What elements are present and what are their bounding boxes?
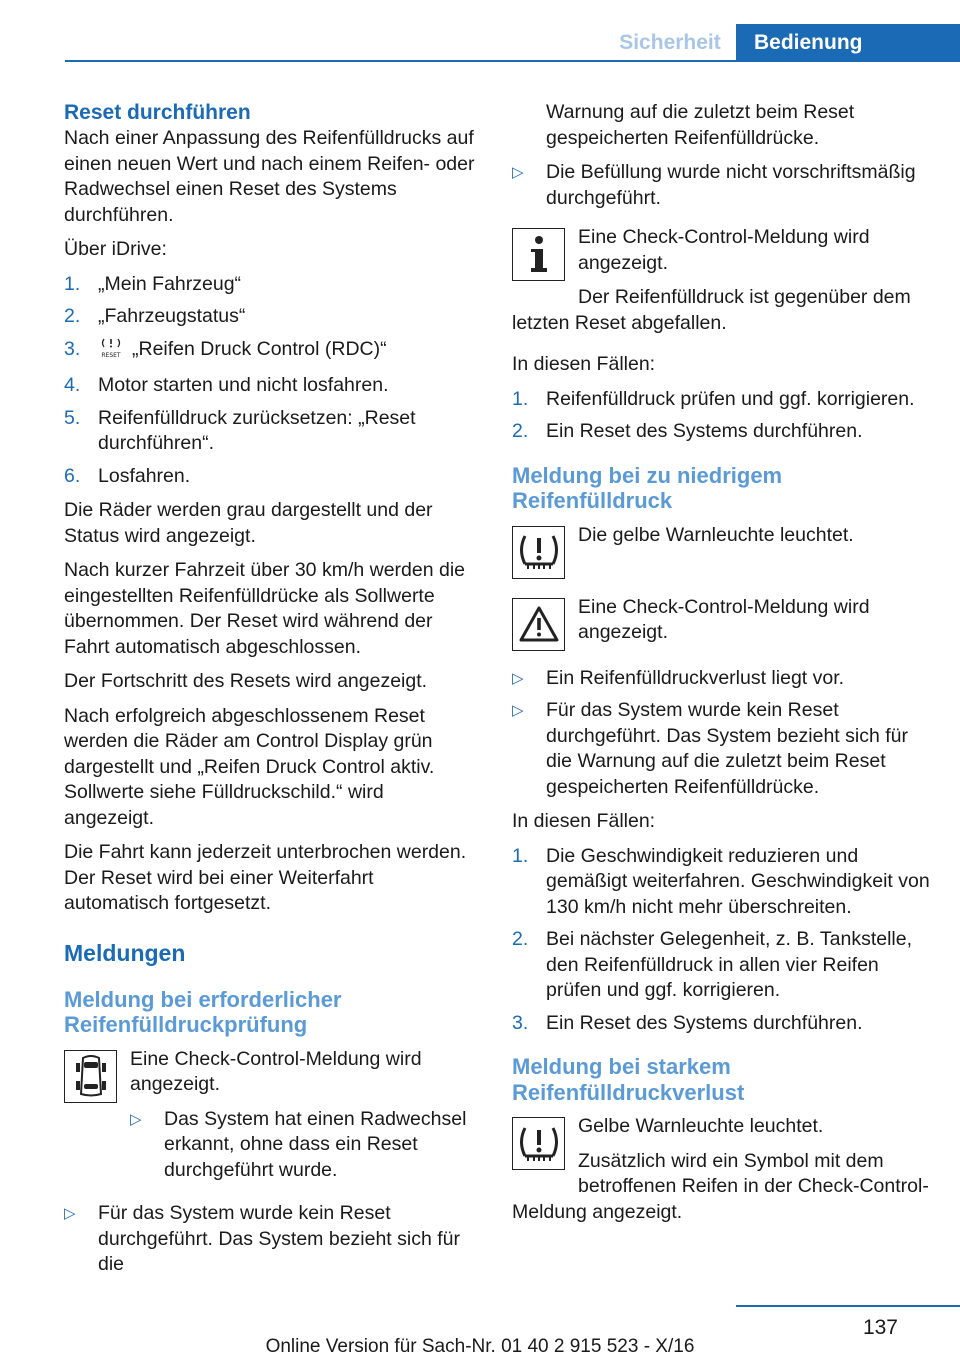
- left-column: [64, 100, 476, 1287]
- list-item: 3. RESET „Reifen Druck Control (RDC)“: [64, 337, 476, 367]
- car-tire-check-icon: [64, 1050, 117, 1103]
- svg-text:RESET: RESET: [101, 351, 121, 359]
- list-item: ▷ Ein Reifenfülldruckverlust liegt vor.: [512, 666, 845, 689]
- list-item: 6. Losfahren.: [64, 464, 191, 487]
- continued-text: Warnung auf die zuletzt beim Reset gespeicherten Reifenfülldrücke.: [546, 101, 855, 149]
- reset-title: Reset durchführen: [64, 101, 251, 124]
- info-icon: [512, 228, 565, 281]
- list-item: 2. Bei nächster Gelegenheit, z. B. Tankstelle, den Reifenfülldruck in allen vier Reifen prüfen und ggf. korrigieren.: [512, 928, 913, 1001]
- paragraph: Nach erfolgreich abgeschlossenem Reset werden die Räder am Control Display grün dargestellt und „Reifen Druck Control aktiv. Sollwerte siehe Fülldruckschild.“ wird angezeigt.: [64, 704, 435, 829]
- list-item: ▷ Das System hat einen Radwechsel erkannt, ohne dass ein Reset durchgeführt wurde.: [130, 1107, 467, 1181]
- info-block: [512, 225, 932, 336]
- list-item: 1. „Mein Fahrzeug“: [64, 272, 242, 295]
- list-item: 1. Die Geschwindigkeit reduzieren und gemäßigt weiterfahren. Geschwindigkeit von 130 km/h nicht mehr überschreiten.: [512, 844, 930, 918]
- required-check-sublist: [64, 1107, 476, 1184]
- list-item: 2. Ein Reset des Systems durchführen.: [512, 420, 863, 442]
- footer-text: Online Version für Sach-Nr. 01 40 2 915 523 - X/16: [265, 1336, 695, 1357]
- right-column: [512, 100, 932, 1234]
- paragraph: Die Räder werden grau dargestellt und der Status wird angezeigt.: [64, 499, 433, 547]
- list-item: 5. Reifenfülldruck zurücksetzen: „Reset durchführen“.: [64, 406, 416, 454]
- list-item: 2. „Fahrzeugstatus“: [64, 305, 246, 327]
- header-rule: [65, 60, 960, 62]
- list-item: ▷ Für das System wurde kein Reset durchgeführt. Das System bezieht sich für die Warnung auf die zuletzt beim Reset gespeicherten Reifenfülldrücke.: [512, 699, 908, 798]
- cases-label: In diesen Fällen:: [512, 353, 656, 375]
- low-reasons-list: [512, 666, 932, 801]
- required-check-text: Eine Check-Control-Meldung wird angezeigt.: [130, 1047, 422, 1095]
- strong-loss-block: [512, 1114, 932, 1225]
- rdc-reset-icon: [98, 337, 124, 367]
- list-item: 1. Reifenfülldruck prüfen und ggf. korrigieren.: [512, 387, 915, 410]
- list-item: 3. Ein Reset des Systems durchführen.: [512, 1011, 863, 1034]
- paragraph: Die Fahrt kann jederzeit unterbrochen werden. Der Reset wird bei einer Weiterfahrt automatisch fortgesetzt.: [64, 841, 467, 914]
- page-number: 137: [862, 1316, 898, 1339]
- tire-pressure-warning-icon: [512, 526, 565, 579]
- reset-intro: Nach einer Anpassung des Reifenfülldrucks auf einen neuen Wert und nach einem Reifen- oder Radwechsel einen Reset des Systems durchführen.: [64, 127, 475, 226]
- list-item: 4. Motor starten und nicht losfahren.: [64, 374, 389, 396]
- cases-label: In diesen Fällen:: [512, 810, 656, 832]
- list-item: ▷ Für das System wurde kein Reset durchgeführt. Das System bezieht sich für die: [64, 1202, 460, 1275]
- tire-pressure-warning-icon: [512, 1117, 565, 1170]
- tab-sicherheit[interactable]: Sicherheit: [619, 31, 721, 54]
- reset-steps: [64, 272, 476, 490]
- info-line-1: Eine Check-Control-Meldung wird angezeigt.: [578, 226, 870, 274]
- reason-list: [512, 160, 932, 211]
- warning-triangle-icon: [512, 598, 565, 651]
- low-lamp-block: [512, 523, 932, 585]
- required-check-list: [64, 1201, 476, 1278]
- low-lamp-text: Die gelbe Warnleuchte leuchtet.: [578, 523, 854, 546]
- low-pressure-title: Meldung bei zu niedrigem Reifenfülldruck: [512, 462, 783, 513]
- info-line-2: Der Reifenfülldruck ist gegenüber dem letzten Reset abgefallen.: [512, 286, 911, 334]
- required-check-title: Meldung bei erforderlicher Reifenfülldruckprüfung: [64, 986, 342, 1037]
- required-check-block: [64, 1047, 476, 1193]
- low-cc-block: [512, 595, 932, 657]
- meldungen-title: Meldungen: [64, 939, 186, 966]
- cases-steps: [512, 387, 932, 445]
- strong-loss-title: Meldung bei starkem Reifenfülldruckverlust: [512, 1054, 745, 1105]
- low-cc-text: Eine Check-Control-Meldung wird angezeigt.: [578, 595, 870, 643]
- footer-rule: [736, 1305, 960, 1307]
- tab-bedienung[interactable]: Bedienung: [736, 24, 960, 62]
- low-steps: [512, 844, 932, 1037]
- list-item: ▷ Die Befüllung wurde nicht vorschriftsmäßig durchgeführt.: [512, 161, 916, 209]
- strong-text: Zusätzlich wird ein Symbol mit dem betroffenen Reifen in der Check-Control-Meldung angezeigt.: [512, 1149, 929, 1223]
- paragraph: Nach kurzer Fahrzeit über 30 km/h werden die eingestellten Reifenfülldrücke als Sollwerte übernommen. Der Reset wird während der Fahrt automatisch abgeschlossen.: [64, 559, 466, 658]
- paragraph: Der Fortschritt des Resets wird angezeigt.: [64, 670, 428, 692]
- idrive-label: Über iDrive:: [64, 238, 167, 260]
- strong-lamp-text: Gelbe Warnleuchte leuchtet.: [578, 1115, 824, 1137]
